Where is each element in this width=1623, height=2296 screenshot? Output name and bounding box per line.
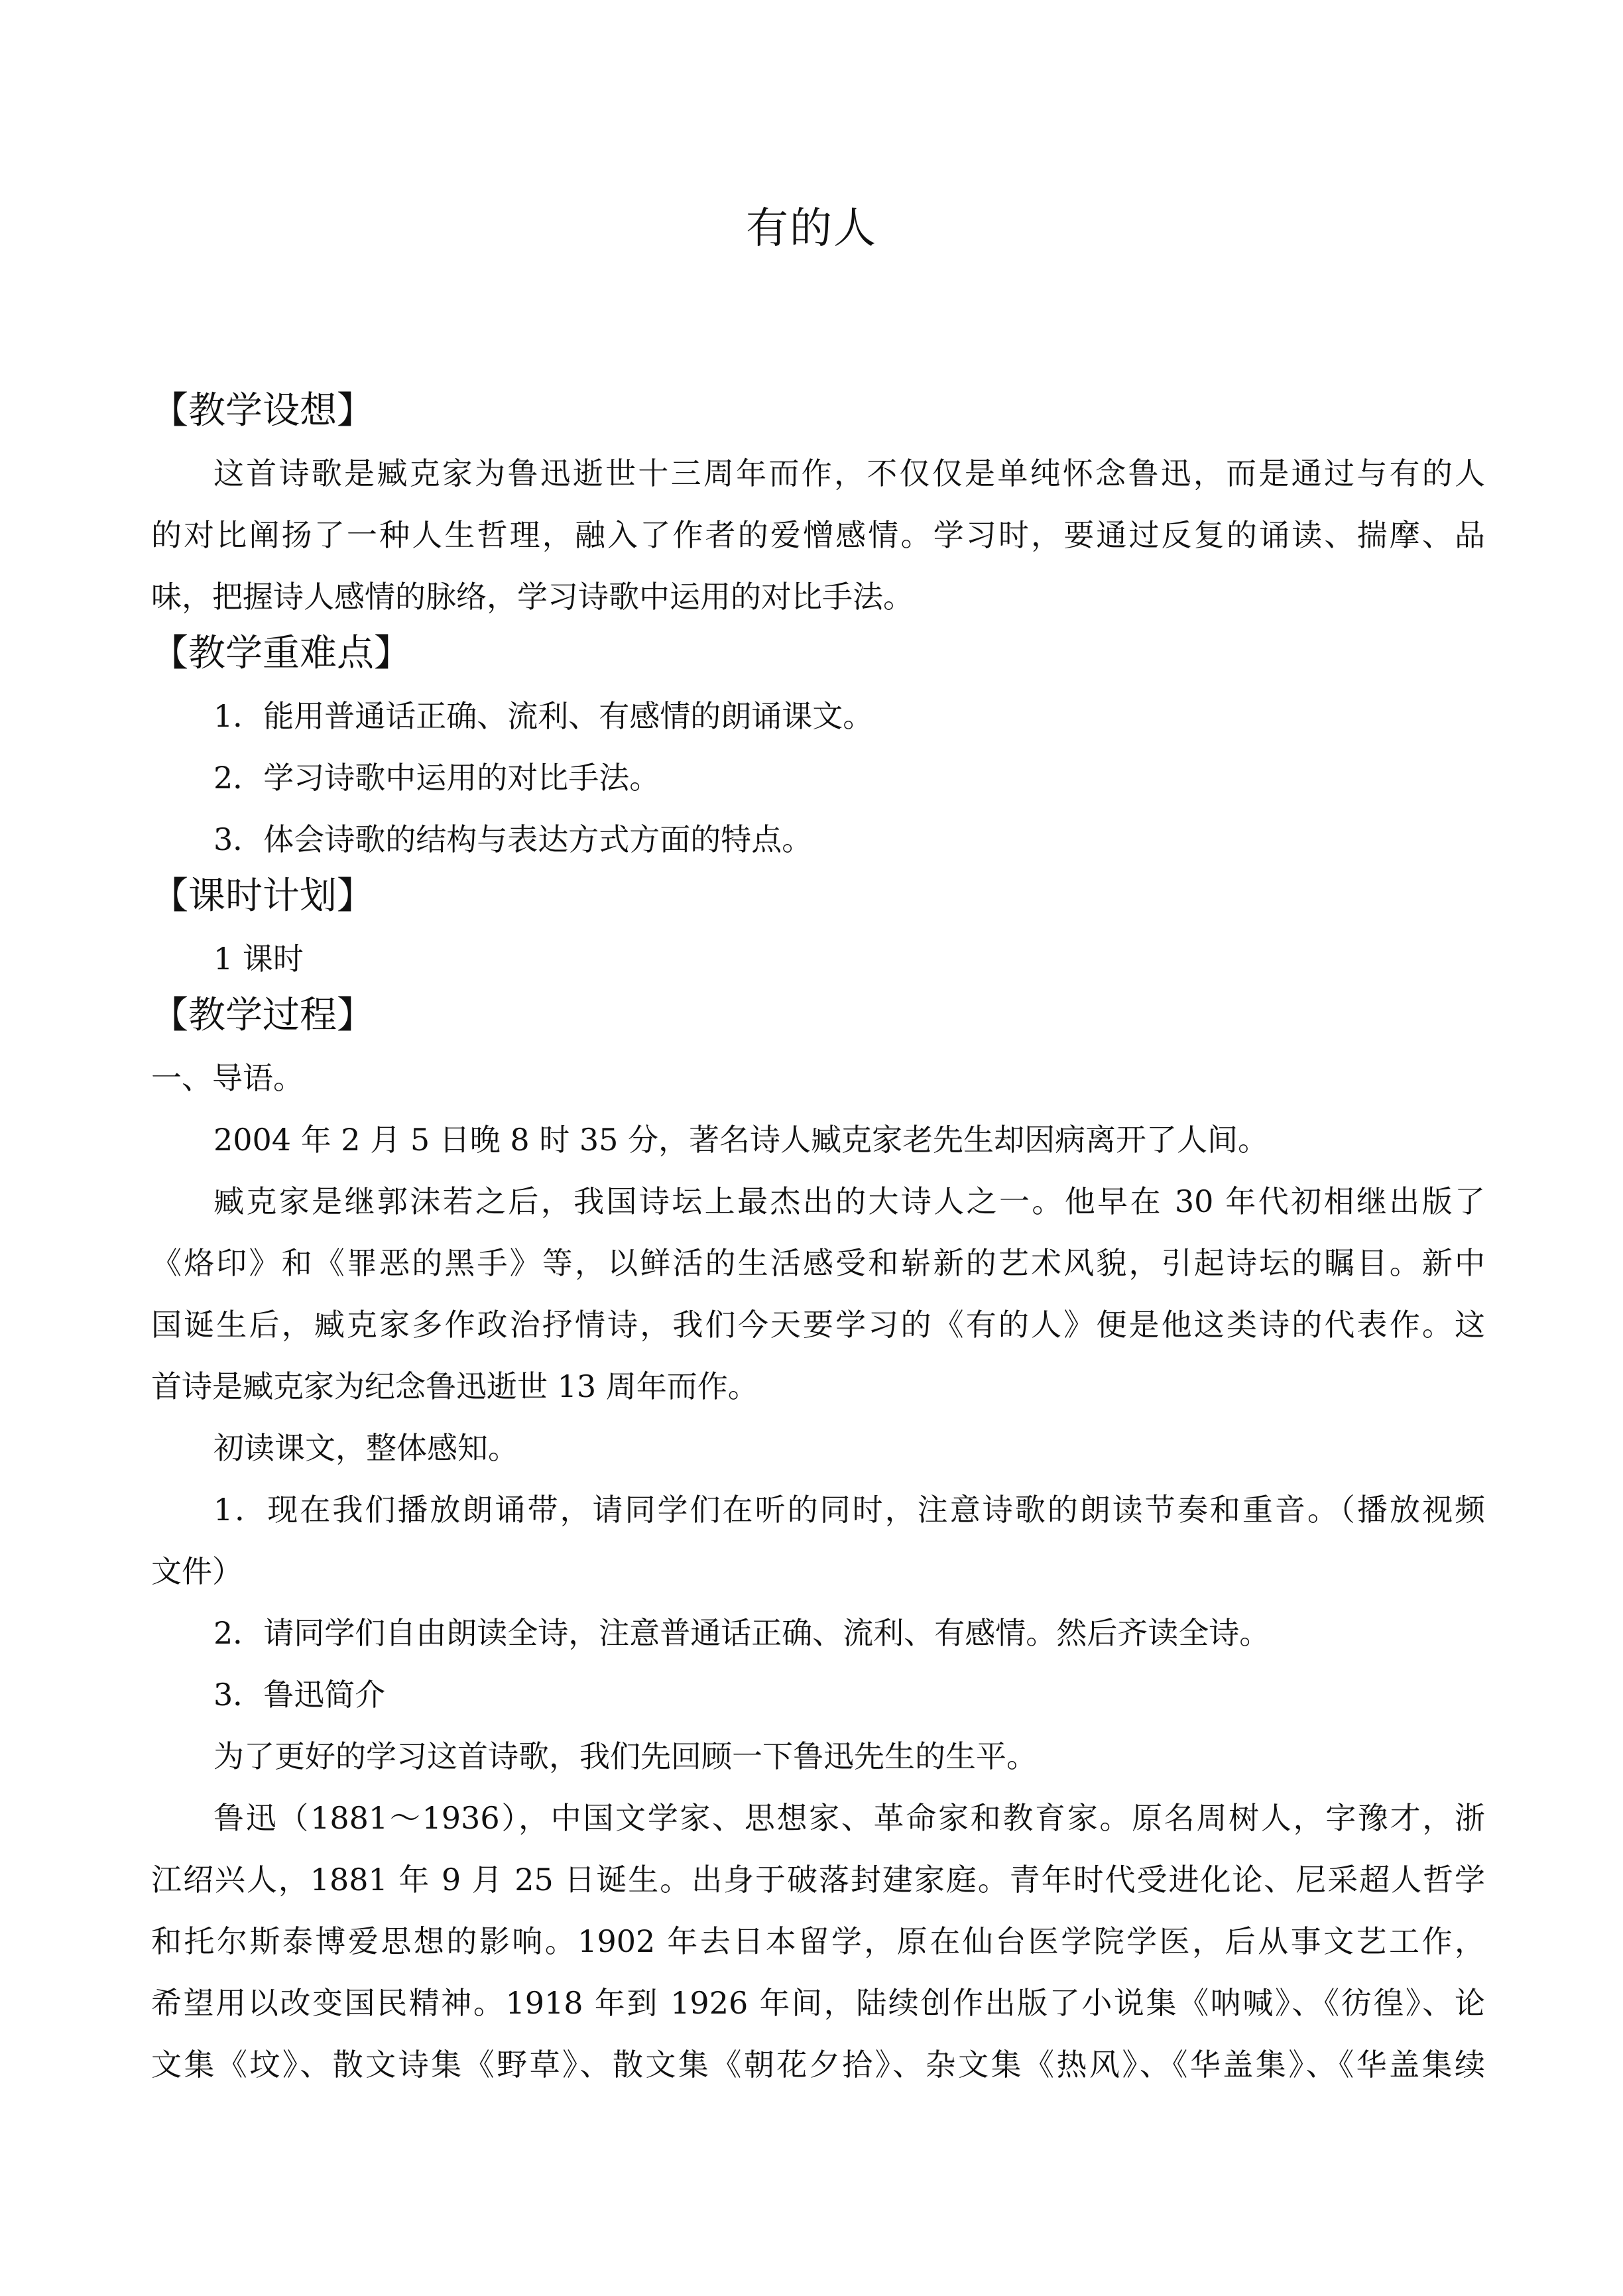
list-item: 2．学习诗歌中运用的对比手法。	[213, 760, 660, 796]
list-item: 3．体会诗歌的结构与表达方式方面的特点。	[213, 821, 813, 857]
paragraph-line: 希望用以改变国民精神。1918 年到 1926 年间，陆续创作出版了小说集《呐喊》、《彷徨》、论	[151, 1985, 1485, 2021]
list-item: 1．能用普通话正确、流利、有感情的朗诵课文。	[213, 698, 874, 734]
paragraph-line: 臧克家是继郭沫若之后，我国诗坛上最杰出的大诗人之一。他早在 30 年代初相继出版了	[213, 1183, 1485, 1219]
list-item: 1．现在我们播放朗诵带，请同学们在听的同时，注意诗歌的朗读节奏和重音。（播放视频	[213, 1492, 1485, 1528]
paragraph-line: 的对比阐扬了一种人生哲理，融入了作者的爱憎感情。学习时，要通过反复的诵读、揣摩、品	[151, 517, 1485, 553]
paragraph-line: 1 课时	[213, 941, 304, 977]
paragraph-line: 这首诗歌是臧克家为鲁迅逝世十三周年而作，不仅仅是单纯怀念鲁迅，而是通过与有的人	[213, 455, 1485, 491]
paragraph-line: 《烙印》和《罪恶的黑手》等，以鲜活的生活感受和崭新的艺术风貌，引起诗坛的瞩目。新中	[151, 1245, 1485, 1281]
paragraph-line: 文件）	[151, 1553, 243, 1589]
subheading: 一、导语。	[151, 1060, 304, 1096]
paragraph-line: 2004 年 2 月 5 日晚 8 时 35 分，著名诗人臧克家老先生却因病离开了人间。	[213, 1122, 1268, 1158]
list-item: 2．请同学们自由朗读全诗，注意普通话正确、流利、有感情。然后齐读全诗。	[213, 1615, 1270, 1651]
list-item: 3．鲁迅简介	[213, 1677, 386, 1713]
paragraph-line: 国诞生后，臧克家多作政治抒情诗，我们今天要学习的《有的人》便是他这类诗的代表作。这	[151, 1307, 1485, 1343]
section-heading-key-points: 【教学重难点】	[151, 632, 411, 675]
paragraph-line: 首诗是臧克家为纪念鲁迅逝世 13 周年而作。	[151, 1368, 758, 1404]
section-heading-class-plan: 【课时计划】	[151, 875, 374, 918]
paragraph-line: 鲁迅（1881～1936），中国文学家、思想家、革命家和教育家。原名周树人，字豫才，浙	[213, 1800, 1485, 1836]
section-heading-teaching-idea: 【教学设想】	[151, 389, 374, 432]
paragraph-line: 和托尔斯泰博爱思想的影响。1902 年去日本留学，原在仙台医学院学医，后从事文艺工作，	[151, 1923, 1485, 1959]
paragraph-line: 味，把握诗人感情的脉络，学习诗歌中运用的对比手法。	[151, 579, 914, 615]
paragraph-line: 江绍兴人，1881 年 9 月 25 日诞生。出身于破落封建家庭。青年时代受进化论、尼采超人哲学	[151, 1862, 1485, 1898]
paragraph-line: 为了更好的学习这首诗歌，我们先回顾一下鲁迅先生的生平。	[213, 1738, 1037, 1774]
section-heading-teaching-process: 【教学过程】	[151, 994, 374, 1037]
paragraph-line: 文集《坟》、散文诗集《野草》、散文集《朝花夕拾》、杂文集《热风》、《华盖集》、《华盖集续	[151, 2047, 1485, 2083]
document-title: 有的人	[746, 204, 877, 253]
paragraph-line: 初读课文，整体感知。	[213, 1430, 518, 1466]
